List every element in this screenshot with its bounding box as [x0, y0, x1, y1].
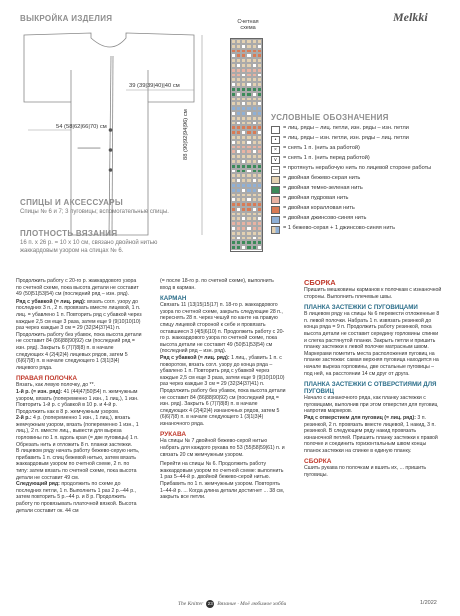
legend-row — [271, 215, 449, 224]
col3-sborka: Пришить мешковины карманов к полочкам с изнаночной стороны. Выполнить плечевые швы. — [304, 287, 442, 300]
sleeves-title: РУКАВА — [160, 431, 187, 439]
legend-row — [271, 125, 449, 134]
chart-cell — [257, 245, 262, 250]
pattern-title: ВЫКРОЙКА ИЗДЕЛИЯ — [20, 14, 113, 23]
col1-p2-text: вязать согл. узору до последних 3 п., 2 п. провязать вместе лицевой, 1 п. лиц. = убавлено 1 п. Повторить ряд с убавкой через каждые 2,5 см еще 3 раза, затем еще 9 (9|10|10|10) раз через каждые 3 см = 29 (32|34|37|41) п. Продолжить работу без убавок, пока высота детали не составит 84 (86|88|90|92) см (последний ряд = изн. ряд). Закрыть 6 (7|7|8|8) п. в начале следующих 4 (2|4|2|4) лицевых рядов, затем 5 (6|6|7|8) п. в начале следующего 1 (3|1|3|4) лицевого ряда. — [16, 298, 142, 371]
legend-text: = двойная джинсово-синяя нить — [283, 215, 367, 221]
column-3 — [304, 278, 442, 479]
col3-pl1: В лицевом ряду на спицы № 6 перевести отложенные 8 п. левой полочки. Набрать 1 п. извязать резинкой до конца ряда = 9 п. Продолжить работу резинкой, пока высота детали не составит середину горловины спинки и слегка растянутой планки. Закрыть петли и пришить планку застежки к левой полочке матрасным швом. Маркерами пометить места расположения пуговиц на планке застежки: самая верхняя пуговица находится на начале выреза горловины, две остальные пуговицы – под ней, на расстоянии 14 см друг от друга. — [304, 311, 440, 377]
col2-karman: Связать 11 (13|15|15|17) п. 18-го р. жаккардового узора по счетной схеме, закрыть следующие 28 п., переснять 28 п. через чешуй по канте на правую спицу лицевой стороной к себе и провязать оставшиеся 3 (4|5|6|10) п. Продолжить работу с 20-го р. жаккардового узора по счетной схеме, пока высота детали не составит 49 (50|51|53|54) см (последний ряд – изн. ряд). — [160, 302, 285, 355]
legend-swatch — [271, 196, 280, 204]
legend-text: = лиц. ряды – изн. петли, изн. ряды – лиц. петли — [283, 135, 409, 141]
col1-pr-p5: В лицевом ряду начать работу бежево-серую нить, прибавить 1 п. спиц бежевой нитью, затем вязать жаккардовым узором по счетной схеме, 2 п. по типу: затем вязать по счетной схеме, пока высота детали не составит 49 см. — [16, 448, 140, 481]
col2-rukav2: Перейти на спицы № 6. Продолжить работу жаккардовым узором по счетной схеме: выполнить 1 раз 5–44-й р. двойной бежево-серой нитью. Прибавить по 1 п. жемчужным узором. Повторять 1–44-й р. ... Когда длина детали достигнет ... 38 см, закрыть все петли. — [160, 461, 285, 501]
col1-pr-p2-bold: 1-й р. (= изн. ряд): — [16, 388, 63, 395]
legend-row — [271, 175, 449, 184]
col2-ub-text: 1 лиц., убавить 1 п. с поворотом, вязать согл. узору до конца ряда – убавлено 1 п. Повторить ряд с убавкой через каждые 2,5 см еще 3 раза, затем еще 9 (9|10|10|10) раз через каждые 3 см = 29 (32|34|37|41) п. Продолжить работу без убавок, пока высота детали не составит 84 (86|88|90|92) см (последний ряд = изн. ряд). Закрыть 6 (7|7|8|8) п. в начале следующих 4 (2|4|2|4) изнаночных рядов, затем 5 (6|6|7|8) п. в начале следующего 1 (3|1|3|4) изнаночного ряда. — [160, 354, 286, 427]
legend-title: УСЛОВНЫЕ ОБОЗНАЧЕНИЯ — [271, 113, 389, 122]
gauge-text: 16 п. x 26 р. = 10 x 10 см, связано двойной нитью жаккардовым узором на спицах № 6. — [20, 240, 158, 254]
right-front-title: ПРАВАЯ ПОЛОЧКА — [16, 375, 78, 383]
column-2 — [160, 278, 286, 501]
col3-ot-text: 3 п. резинкой, 2 п. провязать вместе лицевой, 1 накид, 3 п. резинкой. В следующем ряду накид провязать изнаночной петлей. Пришить планку застежки к правой полочке и соединить горизонтальным швом концы планок застежки на спинке в единую планку. — [304, 414, 438, 454]
footer-tagline: Вязание · Моё любимое хобби — [217, 601, 287, 607]
legend-row — [271, 155, 449, 164]
legend-swatch: — — [273, 166, 278, 173]
col3-ot-bold: Ряд с отверстием для пуговиц (= лиц. ряд): — [304, 414, 416, 421]
color-chart — [230, 38, 263, 252]
legend-row — [271, 195, 449, 204]
dim-left-label: 54 (58|62|66|70) см — [56, 124, 107, 130]
supplies-text: Спицы № 6 и 7; 3 пуговицы; вспомогательные спицы. — [20, 209, 169, 215]
legend-swatch — [271, 216, 280, 224]
legend-row — [271, 205, 449, 214]
footer-page-number: 23 — [207, 601, 213, 606]
assembly2-title: СБОРКА — [304, 458, 332, 466]
legend-text: = 1 бежево-серая + 1 джинсово-синяя нить — [283, 225, 395, 231]
chart-title: Счетная схема — [237, 19, 259, 31]
assembly-title: СБОРКА — [304, 278, 336, 287]
legend-list — [271, 125, 449, 235]
col1-pr-p6-bold: Следующий ряд: — [16, 481, 60, 488]
pocket-title: КАРМАН — [160, 295, 187, 303]
buttonband-title: ПЛАНКА ЗАСТЕЖКИ С ПУГОВИЦАМИ — [304, 304, 418, 312]
col1-pr-p3 — [16, 415, 142, 441]
col1-p1: Продолжить работу с 20-го р. жаккардового узора по счетной схеме, пока высота детали не составит 49 (50|51|53|54) см (последний ряд – изн. ряд). — [16, 278, 139, 298]
legend-swatch — [271, 176, 280, 184]
legend-text: = снять 1 п. (нить перед работой) — [283, 155, 370, 161]
col2-rukav: На спицы № 7 двойной бежево-серой нитью набрать для каждого рукава по 53 (55|58|59|61) п. и связать 20 см жемчужным узором. — [160, 438, 285, 458]
col3-sborka2: Сшить рукава по полочкам и вшить их, ... пришить пуговицы. — [304, 465, 427, 479]
col1-pr-p3-text: 4 р. (попеременно 1 изн., 1 лиц.), вязать жемчужным узором, вязать (попеременно 1 изн., 1 лиц.), 2 п. вместе лиц., вывести для выреза горловины по 1 п. вдоль края (= две пуговицы) 1 п. — [16, 415, 139, 442]
footer — [178, 600, 286, 608]
legend-swatch: ∨ — [271, 156, 280, 164]
buttonhole-band-title: ПЛАНКА ЗАСТЕЖКИ С ОТВЕРСТИЯМИ ДЛЯ ПУГОВИЦ — [304, 381, 437, 396]
legend-text: = двойная бежево-серая нить — [283, 175, 361, 181]
col1-pr-p2 — [16, 389, 142, 415]
col3-ot — [304, 415, 442, 455]
col1-pr-p6-text: продолжить по схеме до последних петли, 1 п. Выполнить 1 раз 2 р.–44 р., затем повторить 5 р.–44 р. и 8 р. Продолжить работу по провязывать платочной вязкой. Высота детали составит ок. 44 см — [16, 481, 137, 514]
legend-row — [271, 225, 449, 234]
col2-ub — [160, 355, 286, 428]
legend-row — [271, 145, 449, 154]
col2-p0: (= после 18-го р. по счетной схеме), выполнить вход в карман. — [160, 278, 274, 291]
legend-swatch — [271, 186, 280, 194]
dim-height-label: 88 (90|92|94|96) см — [183, 109, 189, 160]
legend-text: = лиц. ряды – лиц. петли, изн. ряды – изн. петли — [283, 125, 409, 131]
legend-swatch — [271, 206, 280, 214]
legend-row — [271, 135, 449, 144]
legend-text: = двойная пудровая нить — [283, 195, 349, 201]
col1-p2 — [16, 299, 142, 372]
brand-title: Melkki — [393, 10, 428, 24]
legend-text: = протянуть нерабочую нить по лицевой стороне работы — [283, 165, 432, 171]
legend-text: = снять 1 п. (нить за работой) — [283, 145, 360, 151]
legend-swatch — [271, 126, 280, 134]
legend-text: = двойная темно-зеленая нить — [283, 185, 363, 191]
legend-swatch: × — [271, 146, 280, 154]
col1-pr-p3-bold: 2-й р.: — [16, 415, 32, 422]
gauge-title: ПЛОТНОСТЬ ВЯЗАНИЯ — [20, 229, 118, 238]
legend-row — [271, 165, 449, 174]
footer-magazine: The Knitter — [178, 601, 204, 607]
legend-row — [271, 185, 449, 194]
col1-pr-p4: Обрезать нить и отложить 8 п. планки застежки. — [16, 441, 133, 448]
col1-pr-p2-text: 41 (44|47|50|54) п. жемчужным узором, вязать (попеременно 1 изн., 1 лиц.), 1 изн. Повторить 1-й р. с убавкой в 10 р. и 4-й р. Продолжить как в 8 р. жемчужным узором. — [16, 388, 139, 415]
column-1 — [16, 278, 142, 514]
col3-pl2: Начало с изнаночного ряда, как планку застежки с пуговицами, выполнив при этом отверстия для пуговиц напротив маркеров. — [304, 395, 438, 415]
col1-pr-p1: Вязать, как левую полочку, до **. — [16, 382, 96, 389]
legend-swatch: • — [271, 136, 280, 144]
col2-ub-bold: Ряд с убавкой (= лиц. ряд): — [160, 354, 230, 361]
legend-swatch — [271, 226, 280, 234]
legend-text: = двойная коралловая нить — [283, 205, 355, 211]
footer-issue: 1/2022 — [420, 600, 437, 606]
col1-pr-p6 — [16, 481, 142, 514]
col1-p2-bold: Ряд с убавкой (= лиц. ряд): — [16, 298, 86, 305]
dim-width-label: 39 (39|39|40)|40 см — [129, 83, 180, 89]
chart-grid — [231, 39, 262, 251]
supplies-title: СПИЦЫ И АКСЕССУАРЫ — [20, 198, 123, 207]
